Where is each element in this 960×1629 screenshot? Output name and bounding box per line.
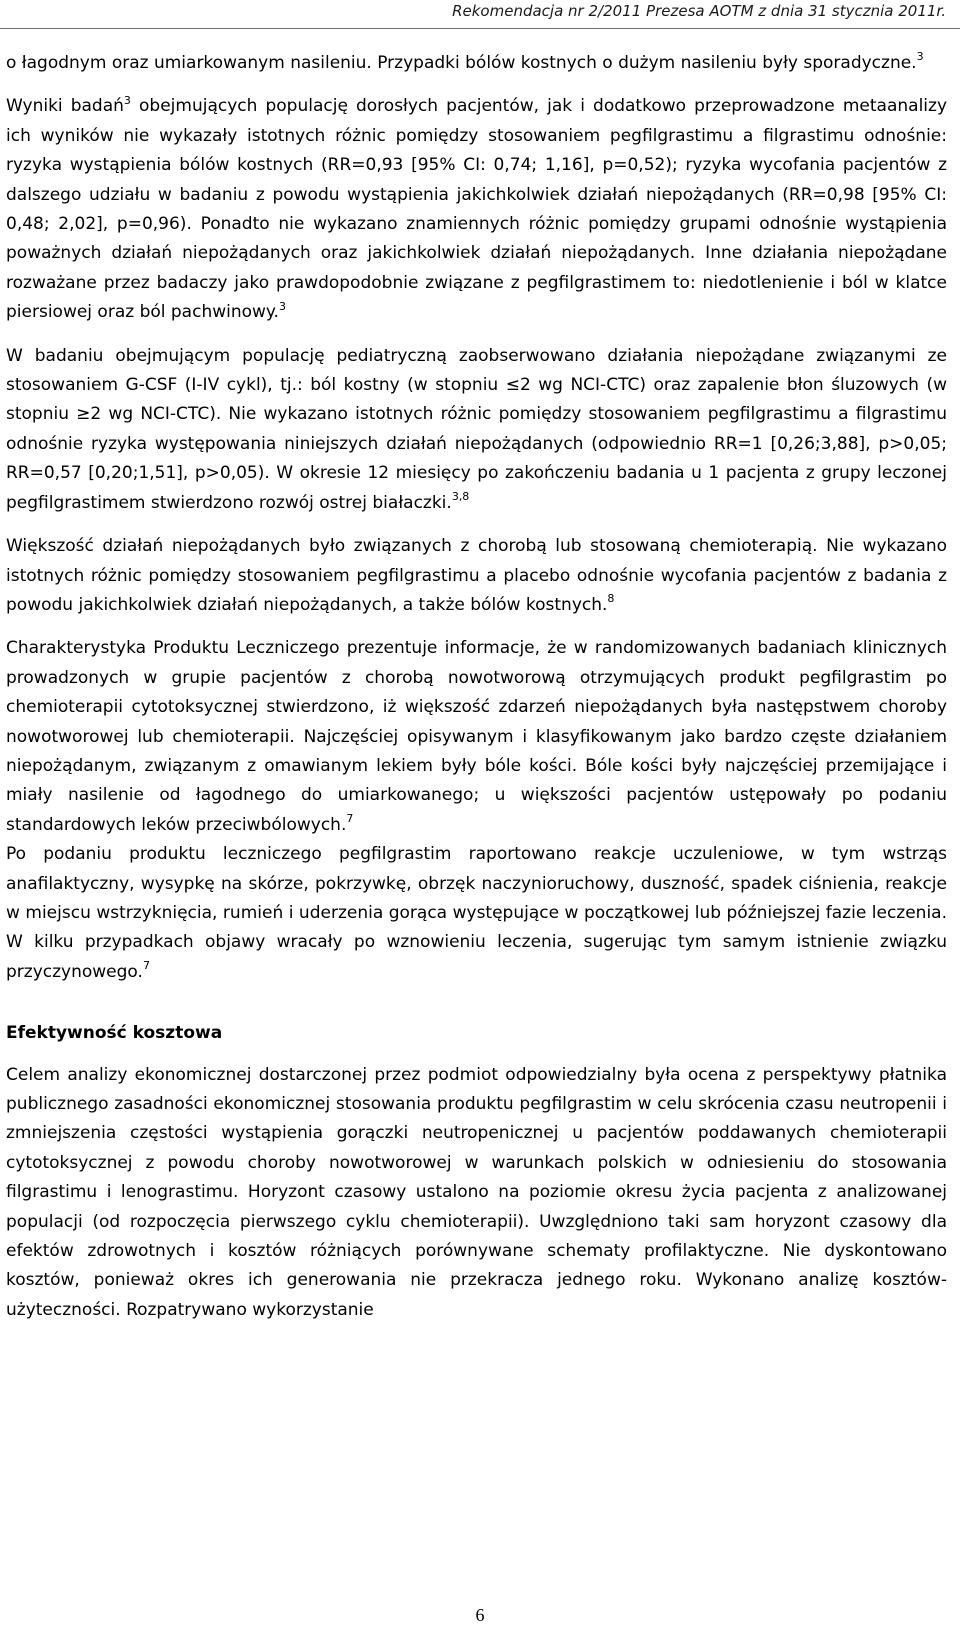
citation-ref: 3	[123, 93, 131, 107]
paragraph-6	[6, 840, 947, 987]
paragraph-text: Wyniki badań	[6, 96, 124, 117]
citation-ref: 3	[278, 299, 286, 313]
citation-ref: 7	[142, 959, 150, 973]
page-number: 6	[475, 1605, 485, 1625]
paragraph-text: Większość działań niepożądanych było związanych z chorobą lub stosowaną chemioterapią. Nie wykazano istotnych różnic pomiędzy stosowaniem pegfilgrastimu a placebo odnośnie wycofania pacjentów z badania z powodu jakichkolwiek działań niepożądanych, a także bólów kostnych.	[6, 536, 947, 615]
citation-ref: 7	[346, 812, 354, 826]
citation-ref: 3	[916, 50, 924, 64]
paragraph-text: W badaniu obejmującym populację pediatryczną zaobserwowano działania niepożądane związanymi ze stosowaniem G-CSF (I-IV cykl), tj.: ból kostny (w stopniu ≤2 wg NCI-CTC) oraz zapalenie błon śluzowych (w stopniu ≥2 wg NCI-CTC). Nie wykazano istotnych różnic pomiędzy stosowaniem pegfilgrastimu a filgrastimu odnośnie ryzyka występowania niniejszych działań niepożądanych (odpowiednio RR=1 [0,26;3,88], p>0,05; RR=0,57 [0,20;1,51], p>0,05). W okresie 12 miesięcy po zakończeniu badania u 1 pacjenta z grupy leczonej pegfilgrastimem stwierdzono rozwój ostrej białaczki.	[6, 345, 947, 513]
section-paragraph: Celem analizy ekonomicznej dostarczonej przez podmiot odpowiedzialny była ocena z perspektywy płatnika publicznego zasadności ekonomicznej stosowania produktu pegfilgrastim w celu skrócenia czasu neutropenii i zmniejszenia częstości wystąpienia gorączki neutropenicznej u pacjentów poddawanych chemioterapii cytotoksycznej z powodu choroby nowotworowej w warunkach polskich w odniesieniu do stosowania filgrastimu i lenograstimu. Horyzont czasowy ustalono na poziomie okresu życia pacjenta z analizowanej populacji (od rozpoczęcia pierwszego cyklu chemioterapii). Uwzględniono taki sam horyzont czasowy dla efektów zdrowotnych i kosztów różniących porównywane schematy profilaktyczne. Nie dyskontowano kosztów, ponieważ okres ich generowania nie przekracza jednego roku. Wykonano analizę kosztów-użyteczności. Rozpatrywano wykorzystanie	[6, 1064, 947, 1320]
paragraph-text: Po podaniu produktu leczniczego pegfilgrastim raportowano reakcje uczuleniowe, w tym wstrząs anafilaktyczny, wysypkę na skórze, pokrzywkę, obrzęk naczynioruchowy, duszność, spadek ciśnienia, reakcje w miejscu wstrzyknięcia, rumień i uderzenia gorąca występujące w początkowej lub późniejszej fazie leczenia. W kilku przypadkach objawy wracały po wznowieniu leczenia, sugerując tym samym istnienie związku przyczynowego.	[6, 844, 947, 982]
paragraph-5	[6, 634, 947, 840]
running-header: Rekomendacja nr 2/2011 Prezesa AOTM z dnia 31 stycznia 2011r.	[452, 2, 946, 20]
citation-ref: 3,8	[451, 490, 470, 504]
paragraph-text: o łagodnym oraz umiarkowanym nasileniu. Przypadki bólów kostnych o dużym nasileniu były sporadyczne.	[6, 53, 917, 73]
header-divider	[0, 28, 960, 29]
document-body	[6, 49, 947, 1325]
paragraph-1	[6, 49, 947, 78]
citation-ref: 8	[607, 592, 615, 606]
paragraph-text: obejmujących populację dorosłych pacjentów, jak i dodatkowo przeprowadzone metaanalizy ich wyników nie wykazały istotnych różnic pomiędzy stosowaniem pegfilgrastimu a filgrastimu odnośnie: ryzyka wystąpienia bólów kostnych (RR=0,93 [95% CI: 0,74; 1,16], p=0,52); ryzyka wycofania pacjentów z dalszego udziału w badaniu z powodu wystąpienia jakichkolwiek działań niepożądanych (RR=0,98 [95% CI: 0,48; 2,02], p=0,96). Ponadto nie wykazano znamiennych różnic pomiędzy grupami odnośnie wystąpienia poważnych działań niepożądanych oraz jakichkolwiek działań niepożądanych. Inne działania niepożądane rozważane przez badaczy jako prawdopodobnie związane z pegfilgrastimem to: niedotlenienie i ból w klatce piersiowej oraz ból pachwinowy.	[6, 96, 947, 323]
paragraph-text: Charakterystyka Produktu Leczniczego prezentuje informacje, że w randomizowanych badaniach klinicznych prowadzonych w grupie pacjentów z chorobą nowotworową otrzymujących produkt pegfilgrastim po chemioterapii cytotoksycznej stwierdzono, iż większość zdarzeń niepożądanych była następstwem choroby nowotworowej lub chemioterapii. Najczęściej opisywanym i klasyfikowanym jako bardzo częste działaniem niepożądanym, związanym z omawianym lekiem były bóle kości. Bóle kości były najczęściej przemijające i miały nasilenie od łagodnego do umiarkowanego; u większości pacjentów ustępowały po podaniu standardowych leków przeciwbólowych.	[6, 638, 947, 835]
paragraph-4	[6, 532, 947, 620]
section-heading: Efektywność kosztowa	[6, 1023, 223, 1044]
paragraph-3	[6, 342, 947, 518]
paragraph-2	[6, 92, 947, 327]
